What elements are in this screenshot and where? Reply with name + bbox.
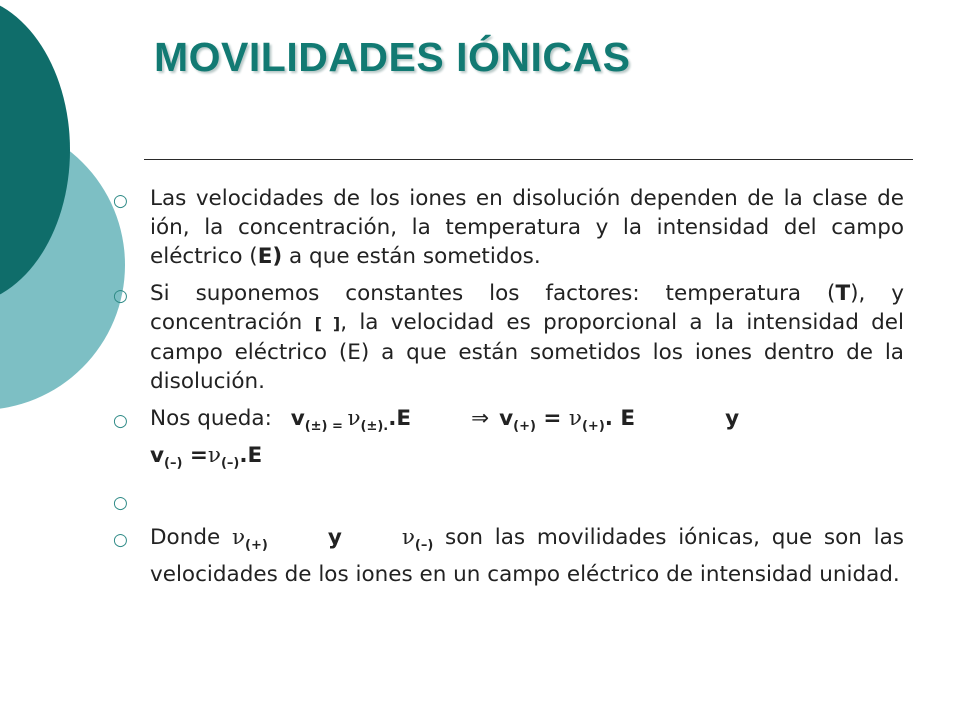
subscript: (+)	[513, 419, 536, 434]
symbol-E: . E	[604, 406, 636, 431]
text-segment: Las velocidades de los iones en disolución dependen de la clase de ión, la concentración, la temperatura y la intensidad del campo eléctrico (	[150, 186, 904, 269]
subscript: (–)	[220, 456, 240, 471]
text-segment: son las movilidades iónicas, que son las velocidades de los iones en un campo eléctrico de intensidad unidad.	[150, 525, 905, 587]
implies-arrow: ⇒	[471, 406, 490, 431]
bullet-item-empty	[108, 486, 904, 515]
symbol-E: .E	[239, 443, 263, 468]
symbol-T: T	[835, 281, 851, 306]
bullet-list	[108, 184, 904, 597]
text-segment: , la velocidad es proporcional a la intensidad del campo eléctrico (E) a que están sometidos los iones dentro de la disolución.	[150, 310, 904, 394]
symbol-nu: ν	[207, 443, 221, 468]
subscript: (–)	[164, 456, 183, 471]
bullet-circle-icon: ○	[113, 530, 128, 550]
bullet-circle-icon: ○	[113, 411, 128, 431]
symbol-nu: ν	[401, 525, 415, 550]
symbol-v: v	[150, 443, 165, 468]
bullet-item-2	[108, 279, 904, 396]
symbol-E: E)	[257, 244, 283, 269]
symbol-nu: ν	[568, 406, 582, 431]
symbol-E: .E	[388, 406, 412, 431]
symbol-v: v	[499, 406, 514, 431]
conjunction-y: y	[327, 525, 342, 550]
text-segment: a que están sometidos.	[282, 244, 541, 269]
text-segment: ), y concentración	[150, 281, 904, 335]
subscript: (±).	[360, 419, 389, 434]
bullet-circle-icon: ○	[113, 286, 128, 306]
text-segment: Donde	[150, 525, 232, 550]
title-divider	[144, 159, 913, 160]
slide-title: MOVILIDADES IÓNICAS	[154, 34, 631, 80]
symbol-nu: ν	[231, 525, 246, 550]
symbol-v: v	[290, 406, 305, 431]
text-segment: Nos queda:	[150, 406, 279, 431]
subscript: (±) =	[304, 419, 348, 434]
concentration-brackets: [ ]	[314, 314, 341, 333]
equals-sign: =	[535, 406, 569, 431]
symbol-nu: ν	[347, 406, 361, 431]
bullet-item-1	[108, 184, 904, 271]
subscript: (+)	[245, 538, 268, 553]
equals-sign: =	[182, 443, 208, 468]
conjunction-y: y	[725, 406, 740, 431]
subscript: (+)	[581, 419, 605, 434]
text-segment: Si suponemos constantes los factores: temperatura (	[150, 281, 836, 306]
bullet-circle-icon: ○	[113, 191, 128, 211]
subscript: (–)	[414, 538, 434, 553]
bullet-item-3	[108, 404, 904, 478]
bullet-circle-icon: ○	[113, 493, 128, 513]
bullet-item-5	[108, 523, 904, 589]
